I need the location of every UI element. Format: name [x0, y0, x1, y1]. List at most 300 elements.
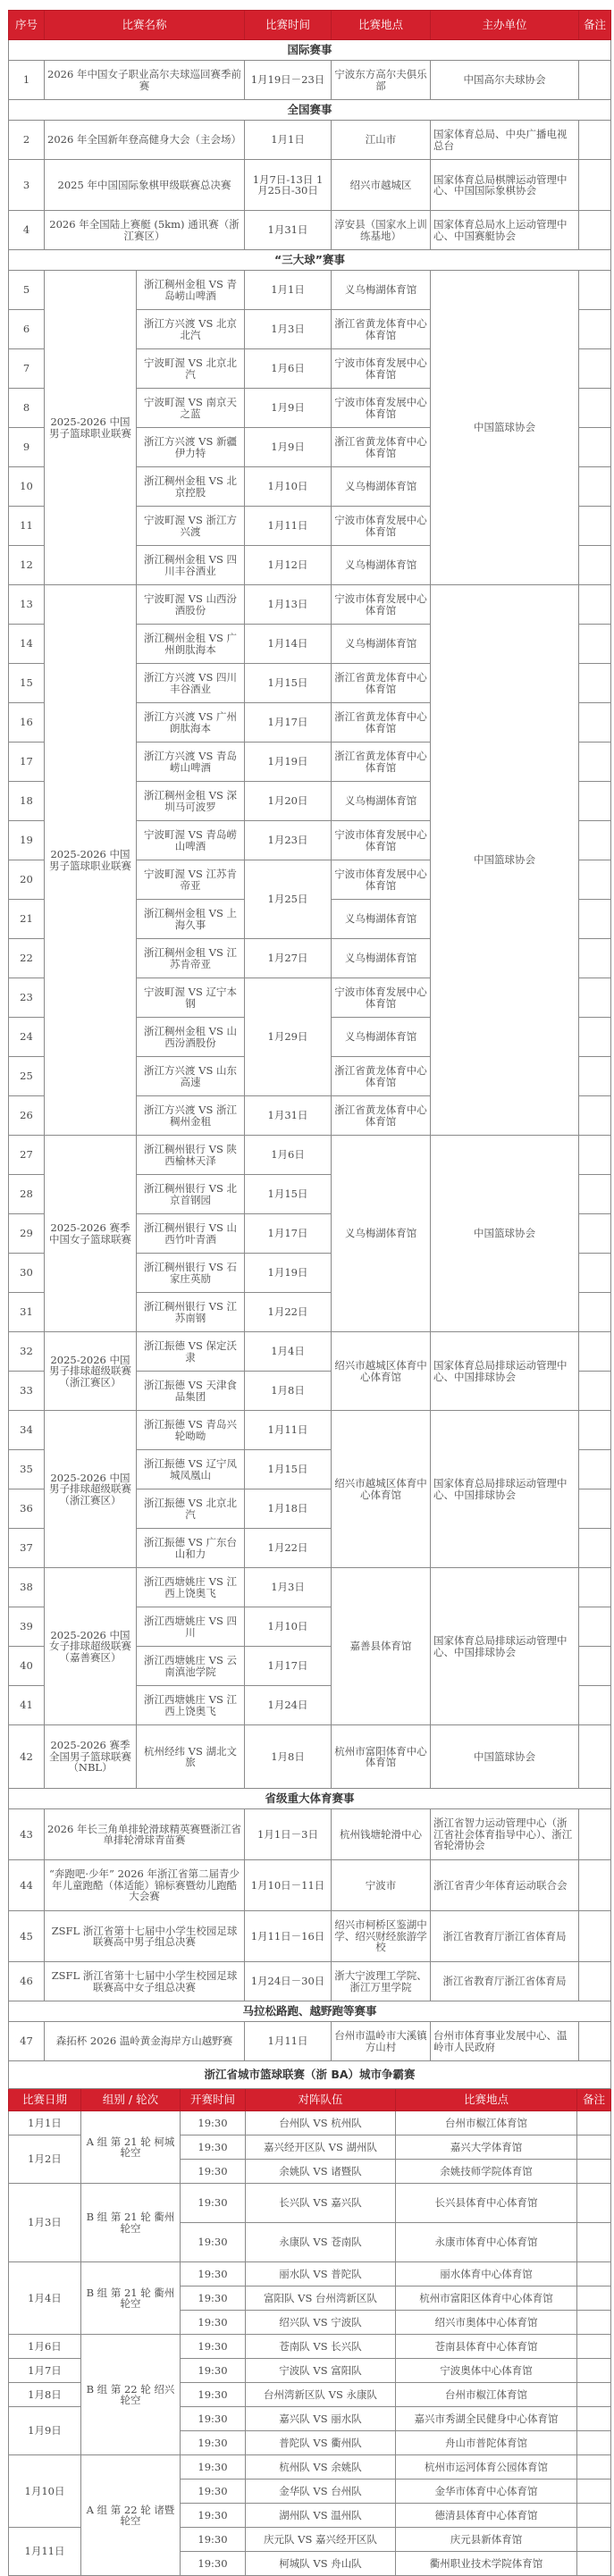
location-cell: 绍兴市柯桥区鉴湖中学、绍兴财经旅游学校	[332, 1911, 431, 1962]
host-cell: 中国篮球协会	[431, 271, 579, 585]
notes-cell	[579, 1175, 611, 1214]
match-cell: 宁波町渥 VS 青岛崂山啤酒	[137, 821, 245, 860]
table-row	[9, 1332, 611, 1372]
name-cell: ZSFL 浙江省第十七届中小学生校园足球联赛高中女子组总决赛	[45, 1962, 245, 2001]
notes-cell	[579, 1018, 611, 1057]
zba-header-row	[9, 2089, 611, 2111]
header-date: 比赛日期	[9, 2089, 81, 2111]
time-cell: 1月3日	[245, 1568, 332, 1607]
time-cell: 1月11日	[245, 1411, 332, 1450]
event-schedule	[8, 10, 610, 2576]
host-cell: 中国篮球协会	[431, 585, 579, 1136]
time-cell: 1月31日	[245, 211, 332, 250]
match-cell: 浙江稠州金租 VS 青岛崂山啤酒	[137, 271, 245, 310]
host-cell: 国家体育总局、中央广播电视总台	[431, 121, 579, 160]
time-cell: 1月1日	[245, 271, 332, 310]
time-cell: 1月19日	[245, 1254, 332, 1293]
match-cell: 宁波町渥 VS 南京天之蓝	[137, 389, 245, 428]
date-cell: 1月6日	[9, 2335, 81, 2359]
venue-cell: 庆元县新体育馆	[396, 2528, 577, 2552]
date-cell: 1月1日	[9, 2111, 81, 2135]
group-cell: A 组 第 22 轮 诸暨 轮空	[81, 2455, 181, 2576]
match-cell: 浙江稠州金租 VS 山西汾酒股份	[137, 1018, 245, 1057]
notes-cell	[577, 2504, 611, 2528]
match-cell: 柯城队 VS 舟山队	[246, 2552, 396, 2576]
zba-row	[9, 2111, 611, 2135]
notes-cell	[579, 1411, 611, 1450]
notes-cell	[579, 160, 611, 211]
match-cell: 嘉兴经开区队 VS 湖州队	[246, 2135, 396, 2160]
time-cell: 1月19日－23日	[245, 61, 332, 100]
location-cell: 绍兴市越城区体育中心体育馆	[332, 1332, 431, 1411]
table-row	[9, 271, 611, 310]
seq-cell: 20	[9, 860, 45, 900]
notes-cell	[579, 507, 611, 546]
match-cell: 丽水队 VS 普陀队	[246, 2262, 396, 2287]
match-cell: 浙江方兴渡 VS 浙江稠州金租	[137, 1096, 245, 1136]
time-cell: 1月23日	[245, 821, 332, 860]
time-cell: 1月17日	[245, 1647, 332, 1686]
notes-cell	[577, 2359, 611, 2383]
group-cell: B 组 第 21 轮 衢州 轮空	[81, 2262, 181, 2335]
match-cell: 浙江振德 VS 广东台山和力	[137, 1529, 245, 1568]
seq-cell: 34	[9, 1411, 45, 1450]
notes-cell	[579, 1529, 611, 1568]
seq-cell: 18	[9, 782, 45, 821]
notes-cell	[577, 2184, 611, 2223]
seq-cell: 32	[9, 1332, 45, 1372]
seq-cell: 22	[9, 939, 45, 978]
location-cell: 宁波市体育发展中心体育馆	[332, 389, 431, 428]
seq-cell: 8	[9, 389, 45, 428]
seq-cell: 26	[9, 1096, 45, 1136]
table-row	[9, 585, 611, 625]
start-cell: 19:30	[181, 2311, 246, 2335]
seq-cell: 27	[9, 1136, 45, 1175]
match-cell: 浙江西塘姚庄 VS 江西上饶奥飞	[137, 1568, 245, 1607]
notes-cell	[579, 900, 611, 939]
section-title-international: 国际赛事	[9, 40, 611, 61]
notes-cell	[579, 1332, 611, 1372]
notes-cell	[577, 2455, 611, 2480]
time-cell: 1月3日	[245, 310, 332, 349]
table-row	[9, 1860, 611, 1911]
match-cell: 台州湾新区队 VS 永康队	[246, 2383, 396, 2407]
match-cell: 浙江振德 VS 天津食品集团	[137, 1372, 245, 1411]
venue-cell: 金华市体育中心体育馆	[396, 2480, 577, 2504]
seq-cell: 31	[9, 1293, 45, 1332]
match-cell: 宁波队 VS 富阳队	[246, 2359, 396, 2383]
seq-cell: 5	[9, 271, 45, 310]
match-cell: 浙江稠州金租 VS 上海久事	[137, 900, 245, 939]
seq-cell: 47	[9, 2022, 45, 2061]
location-cell: 江山市	[332, 121, 431, 160]
host-cell: 中国篮球协会	[431, 1725, 579, 1789]
table-row	[9, 1411, 611, 1450]
header-notes: 备注	[577, 2089, 611, 2111]
notes-cell	[577, 2480, 611, 2504]
time-cell: 1月7日-13日 1月25日-30日	[245, 160, 332, 211]
time-cell: 1月20日	[245, 782, 332, 821]
notes-cell	[579, 428, 611, 467]
seq-cell: 45	[9, 1911, 45, 1962]
notes-cell	[579, 703, 611, 743]
header-seq: 序号	[9, 11, 45, 40]
match-cell: 庆元队 VS 嘉兴经开区队	[246, 2528, 396, 2552]
header-host: 主办单位	[431, 11, 579, 40]
time-cell: 1月22日	[245, 1293, 332, 1332]
table-row	[9, 1136, 611, 1175]
location-cell: 义乌梅湖体育馆	[332, 1018, 431, 1057]
location-cell: 宁波市体育发展中心体育馆	[332, 585, 431, 625]
location-cell: 浙江省黄龙体育中心体育馆	[332, 428, 431, 467]
host-cell: 浙江省青少年体育运动联合会	[431, 1860, 579, 1911]
date-cell: 1月8日	[9, 2383, 81, 2407]
table-row	[9, 160, 611, 211]
time-cell: 1月9日	[245, 428, 332, 467]
notes-cell	[577, 2287, 611, 2311]
location-cell: 淳安县（国家水上训练基地）	[332, 211, 431, 250]
venue-cell: 杭州市运河体育公园体育馆	[396, 2455, 577, 2480]
group-cell: B 组 第 22 轮 绍兴 轮空	[81, 2335, 181, 2455]
name-cell: ZSFL 浙江省第十七届中小学生校园足球联赛高中男子组总决赛	[45, 1911, 245, 1962]
time-cell: 1月10日	[245, 467, 332, 507]
venue-cell: 丽水体育中心体育馆	[396, 2262, 577, 2287]
notes-cell	[577, 2335, 611, 2359]
location-cell: 义乌梅湖体育馆	[332, 271, 431, 310]
seq-cell: 30	[9, 1254, 45, 1293]
match-cell: 浙江方兴渡 VS 广州朗肽海本	[137, 703, 245, 743]
match-cell: 浙江稠州金租 VS 北京控股	[137, 467, 245, 507]
seq-cell: 10	[9, 467, 45, 507]
table-header-row	[9, 11, 611, 40]
notes-cell	[579, 664, 611, 703]
seq-cell: 16	[9, 703, 45, 743]
time-cell: 1月15日	[245, 1175, 332, 1214]
seq-cell: 19	[9, 821, 45, 860]
notes-cell	[579, 1136, 611, 1175]
host-cell: 浙江省智力运动管理中心（浙江省社会体育指导中心）、浙江省轮滑协会	[431, 1809, 579, 1860]
start-cell: 19:30	[181, 2431, 246, 2455]
time-cell: 1月6日	[245, 1136, 332, 1175]
match-cell: 浙江稠州银行 VS 山西竹叶青酒	[137, 1214, 245, 1254]
host-cell: 中国高尔夫球协会	[431, 61, 579, 100]
notes-cell	[577, 2135, 611, 2160]
name-cell: 2026 年长三角单排轮滑球精英赛暨浙江省单排轮滑球青苗赛	[45, 1809, 245, 1860]
seq-cell: 25	[9, 1057, 45, 1096]
start-cell: 19:30	[181, 2262, 246, 2287]
group-cell: B 组 第 21 轮 衢州 轮空	[81, 2184, 181, 2262]
seq-cell: 14	[9, 625, 45, 664]
seq-cell: 12	[9, 546, 45, 585]
location-cell: 义乌梅湖体育馆	[332, 1136, 431, 1332]
seq-cell: 42	[9, 1725, 45, 1789]
time-cell: 1月4日	[245, 1332, 332, 1372]
notes-cell	[579, 1647, 611, 1686]
seq-cell: 37	[9, 1529, 45, 1568]
time-cell: 1月10日	[245, 1607, 332, 1647]
seq-cell: 15	[9, 664, 45, 703]
match-cell: 湖州队 VS 温州队	[246, 2504, 396, 2528]
time-cell: 1月22日	[245, 1529, 332, 1568]
notes-cell	[577, 2552, 611, 2576]
notes-cell	[579, 1860, 611, 1911]
match-cell: 浙江稠州银行 VS 陕西榆林天泽	[137, 1136, 245, 1175]
match-cell: 宁波町渥 VS 江苏肯帝亚	[137, 860, 245, 900]
notes-cell	[579, 1450, 611, 1489]
header-match: 对阵队伍	[246, 2089, 396, 2111]
time-cell: 1月6日	[245, 349, 332, 389]
start-cell: 19:30	[181, 2383, 246, 2407]
match-cell: 余姚队 VS 诸暨队	[246, 2160, 396, 2184]
name-cell: 2026 年中国女子职业高尔夫球巡回赛季前赛	[45, 61, 245, 100]
name-cell: 森拓杯 2026 温岭黄金海岸方山越野赛	[45, 2022, 245, 2061]
notes-cell	[579, 310, 611, 349]
header-venue: 比赛地点	[396, 2089, 577, 2111]
location-cell: 义乌梅湖体育馆	[332, 546, 431, 585]
table-row	[9, 1809, 611, 1860]
location-cell: 义乌梅湖体育馆	[332, 939, 431, 978]
league-name-cell: 2025-2026 赛季中国女子篮球联赛	[45, 1136, 137, 1332]
start-cell: 19:30	[181, 2223, 246, 2262]
section-title-national: 全国赛事	[9, 100, 611, 121]
section-title-provincial: 省级重大体育赛事	[9, 1789, 611, 1809]
league-name-cell: 2025-2026 中国男子篮球职业联赛	[45, 271, 137, 585]
match-cell: 永康队 VS 苍南队	[246, 2223, 396, 2262]
table-row	[9, 121, 611, 160]
table-row	[9, 211, 611, 250]
date-cell: 1月10日	[9, 2455, 81, 2528]
match-cell: 杭州经纬 VS 湖北文旅	[137, 1725, 245, 1789]
seq-cell: 36	[9, 1489, 45, 1529]
seq-cell: 28	[9, 1175, 45, 1214]
notes-cell	[579, 821, 611, 860]
seq-cell: 24	[9, 1018, 45, 1057]
time-cell: 1月29日	[245, 978, 332, 1096]
notes-cell	[577, 2383, 611, 2407]
notes-cell	[579, 1254, 611, 1293]
time-cell: 1月24日－30日	[245, 1962, 332, 2001]
zba-title: 浙江省城市篮球联赛（浙 BA）城市争霸赛	[9, 2061, 611, 2089]
host-cell: 浙江省教育厅浙江省体育局	[431, 1911, 579, 1962]
match-cell: 宁波町渥 VS 浙江方兴渡	[137, 507, 245, 546]
start-cell: 19:30	[181, 2111, 246, 2135]
notes-cell	[579, 467, 611, 507]
seq-cell: 40	[9, 1647, 45, 1686]
location-cell: 绍兴市越城区体育中心体育馆	[332, 1411, 431, 1568]
match-cell: 杭州队 VS 余姚队	[246, 2455, 396, 2480]
match-cell: 浙江方兴渡 VS 四川丰谷酒业	[137, 664, 245, 703]
seq-cell: 11	[9, 507, 45, 546]
match-cell: 金华队 VS 台州队	[246, 2480, 396, 2504]
header-notes: 备注	[579, 11, 611, 40]
zba-title-row	[9, 2061, 611, 2089]
notes-cell	[579, 2022, 611, 2061]
venue-cell: 绍兴市奥体中心体育馆	[396, 2311, 577, 2335]
location-cell: 宁波市体育发展中心体育馆	[332, 821, 431, 860]
venue-cell: 永康市体育中心体育馆	[396, 2223, 577, 2262]
venue-cell: 衢州职业技术学院体育馆	[396, 2552, 577, 2576]
time-cell: 1月9日	[245, 389, 332, 428]
venue-cell: 嘉兴市秀湖全民健身中心体育馆	[396, 2407, 577, 2431]
time-cell: 1月14日	[245, 625, 332, 664]
league-name-cell: 2025-2026 中国女子排球超级联赛（嘉善赛区）	[45, 1568, 137, 1725]
time-cell: 1月11日	[245, 2022, 332, 2061]
section-row	[9, 100, 611, 121]
league-name-cell: 2025-2026 中国男子排球超级联赛（浙江赛区）	[45, 1332, 137, 1411]
notes-cell	[577, 2111, 611, 2135]
main-schedule-table	[8, 10, 611, 2061]
match-cell: 浙江振德 VS 北京北汽	[137, 1489, 245, 1529]
time-cell: 1月8日	[245, 1372, 332, 1411]
notes-cell	[579, 1686, 611, 1725]
start-cell: 19:30	[181, 2480, 246, 2504]
match-cell: 嘉兴队 VS 丽水队	[246, 2407, 396, 2431]
table-row	[9, 2022, 611, 2061]
notes-cell	[577, 2407, 611, 2431]
section-row	[9, 40, 611, 61]
header-location: 比赛地点	[332, 11, 431, 40]
seq-cell: 13	[9, 585, 45, 625]
notes-cell	[579, 978, 611, 1018]
location-cell: 宁波市体育发展中心体育馆	[332, 860, 431, 900]
host-cell: 国家体育总局排球运动管理中心、中国排球协会	[431, 1332, 579, 1411]
location-cell: 绍兴市越城区	[332, 160, 431, 211]
host-cell: 中国篮球协会	[431, 1136, 579, 1332]
match-cell: 浙江振德 VS 青岛兴轮呦呦	[137, 1411, 245, 1450]
seq-cell: 6	[9, 310, 45, 349]
location-cell: 浙江省黄龙体育中心体育馆	[332, 1096, 431, 1136]
host-cell: 国家体育总局排球运动管理中心、中国排球协会	[431, 1568, 579, 1725]
section-title-three-balls: “三大球”赛事	[9, 250, 611, 271]
table-row	[9, 1962, 611, 2001]
start-cell: 19:30	[181, 2135, 246, 2160]
host-cell: 国家体育总局水上运动管理中心、中国赛艇协会	[431, 211, 579, 250]
location-cell: 义乌梅湖体育馆	[332, 625, 431, 664]
host-cell: 国家体育总局排球运动管理中心、中国排球协会	[431, 1411, 579, 1568]
match-cell: 宁波町渥 VS 山西汾酒股份	[137, 585, 245, 625]
notes-cell	[579, 1372, 611, 1411]
notes-cell	[577, 2311, 611, 2335]
venue-cell: 嘉兴大学体育馆	[396, 2135, 577, 2160]
notes-cell	[579, 271, 611, 310]
seq-cell: 2	[9, 121, 45, 160]
match-cell: 台州队 VS 杭州队	[246, 2111, 396, 2135]
location-cell: 义乌梅湖体育馆	[332, 900, 431, 939]
location-cell: 宁波市体育发展中心体育馆	[332, 978, 431, 1018]
match-cell: 普陀队 VS 衢州队	[246, 2431, 396, 2455]
venue-cell: 台州市椒江体育馆	[396, 2111, 577, 2135]
notes-cell	[579, 743, 611, 782]
location-cell: 义乌梅湖体育馆	[332, 782, 431, 821]
notes-cell	[579, 1293, 611, 1332]
match-cell: 浙江方兴渡 VS 新疆伊力特	[137, 428, 245, 467]
date-cell: 1月9日	[9, 2407, 81, 2455]
venue-cell: 德清县体育中心体育馆	[396, 2504, 577, 2528]
notes-cell	[577, 2528, 611, 2552]
date-cell: 1月3日	[9, 2184, 81, 2262]
time-cell: 1月27日	[245, 939, 332, 978]
notes-cell	[579, 1911, 611, 1962]
notes-cell	[579, 121, 611, 160]
notes-cell	[577, 2160, 611, 2184]
notes-cell	[577, 2431, 611, 2455]
location-cell: 杭州市富阳体育中心体育馆	[332, 1725, 431, 1789]
notes-cell	[579, 546, 611, 585]
match-cell: 浙江稠州金租 VS 广州朗肽海本	[137, 625, 245, 664]
match-cell: 浙江西塘姚庄 VS 江西上饶奥飞	[137, 1686, 245, 1725]
start-cell: 19:30	[181, 2504, 246, 2528]
notes-cell	[579, 389, 611, 428]
location-cell: 宁波市体育发展中心体育馆	[332, 349, 431, 389]
seq-cell: 43	[9, 1809, 45, 1860]
time-cell: 1月18日	[245, 1489, 332, 1529]
date-cell: 1月7日	[9, 2359, 81, 2383]
zba-row	[9, 2262, 611, 2287]
time-cell: 1月17日	[245, 1214, 332, 1254]
seq-cell: 1	[9, 61, 45, 100]
notes-cell	[579, 1568, 611, 1607]
notes-cell	[579, 1057, 611, 1096]
notes-cell	[579, 211, 611, 250]
location-cell: 台州市温岭市大溪镇方山村	[332, 2022, 431, 2061]
section-row	[9, 1789, 611, 1809]
match-cell: 长兴队 VS 嘉兴队	[246, 2184, 396, 2223]
time-cell: 1月15日	[245, 1450, 332, 1489]
match-cell: 浙江振德 VS 保定沃隶	[137, 1332, 245, 1372]
notes-cell	[579, 61, 611, 100]
start-cell: 19:30	[181, 2528, 246, 2552]
location-cell: 浙江省黄龙体育中心体育馆	[332, 703, 431, 743]
match-cell: 浙江稠州金租 VS 江苏肯帝亚	[137, 939, 245, 978]
location-cell: 浙江省黄龙体育中心体育馆	[332, 310, 431, 349]
host-cell: 国家体育总局棋牌运动管理中心、中国国际象棋协会	[431, 160, 579, 211]
start-cell: 19:30	[181, 2160, 246, 2184]
match-cell: 浙江振德 VS 辽宁凤城凤凰山	[137, 1450, 245, 1489]
match-cell: 富阳队 VS 台州湾新区队	[246, 2287, 396, 2311]
table-row	[9, 1911, 611, 1962]
time-cell: 1月8日	[245, 1725, 332, 1789]
notes-cell	[579, 1809, 611, 1860]
match-cell: 浙江方兴渡 VS 北京北汽	[137, 310, 245, 349]
seq-cell: 17	[9, 743, 45, 782]
match-cell: 宁波町渥 VS 北京北汽	[137, 349, 245, 389]
notes-cell	[579, 939, 611, 978]
zba-row	[9, 2184, 611, 2223]
match-cell: 宁波町渥 VS 辽宁本钢	[137, 978, 245, 1018]
header-time: 比赛时间	[245, 11, 332, 40]
venue-cell: 杭州市富阳区体育中心体育馆	[396, 2287, 577, 2311]
location-cell: 浙江省黄龙体育中心体育馆	[332, 743, 431, 782]
venue-cell: 长兴县体育中心体育馆	[396, 2184, 577, 2223]
date-cell: 1月4日	[9, 2262, 81, 2335]
league-name-cell: 2025-2026 中国男子篮球职业联赛	[45, 585, 137, 1136]
time-cell: 1月13日	[245, 585, 332, 625]
notes-cell	[577, 2262, 611, 2287]
venue-cell: 余姚技师学院体育馆	[396, 2160, 577, 2184]
notes-cell	[579, 1096, 611, 1136]
header-group: 组别 / 轮次	[81, 2089, 181, 2111]
location-cell: 宁波市	[332, 1860, 431, 1911]
date-cell: 1月11日	[9, 2528, 81, 2576]
seq-cell: 21	[9, 900, 45, 939]
time-cell: 1月11日	[245, 507, 332, 546]
location-cell: 宁波东方高尔夫俱乐部	[332, 61, 431, 100]
seq-cell: 39	[9, 1607, 45, 1647]
time-cell: 1月10日－11日	[245, 1860, 332, 1911]
notes-cell	[577, 2223, 611, 2262]
header-start: 开赛时间	[181, 2089, 246, 2111]
